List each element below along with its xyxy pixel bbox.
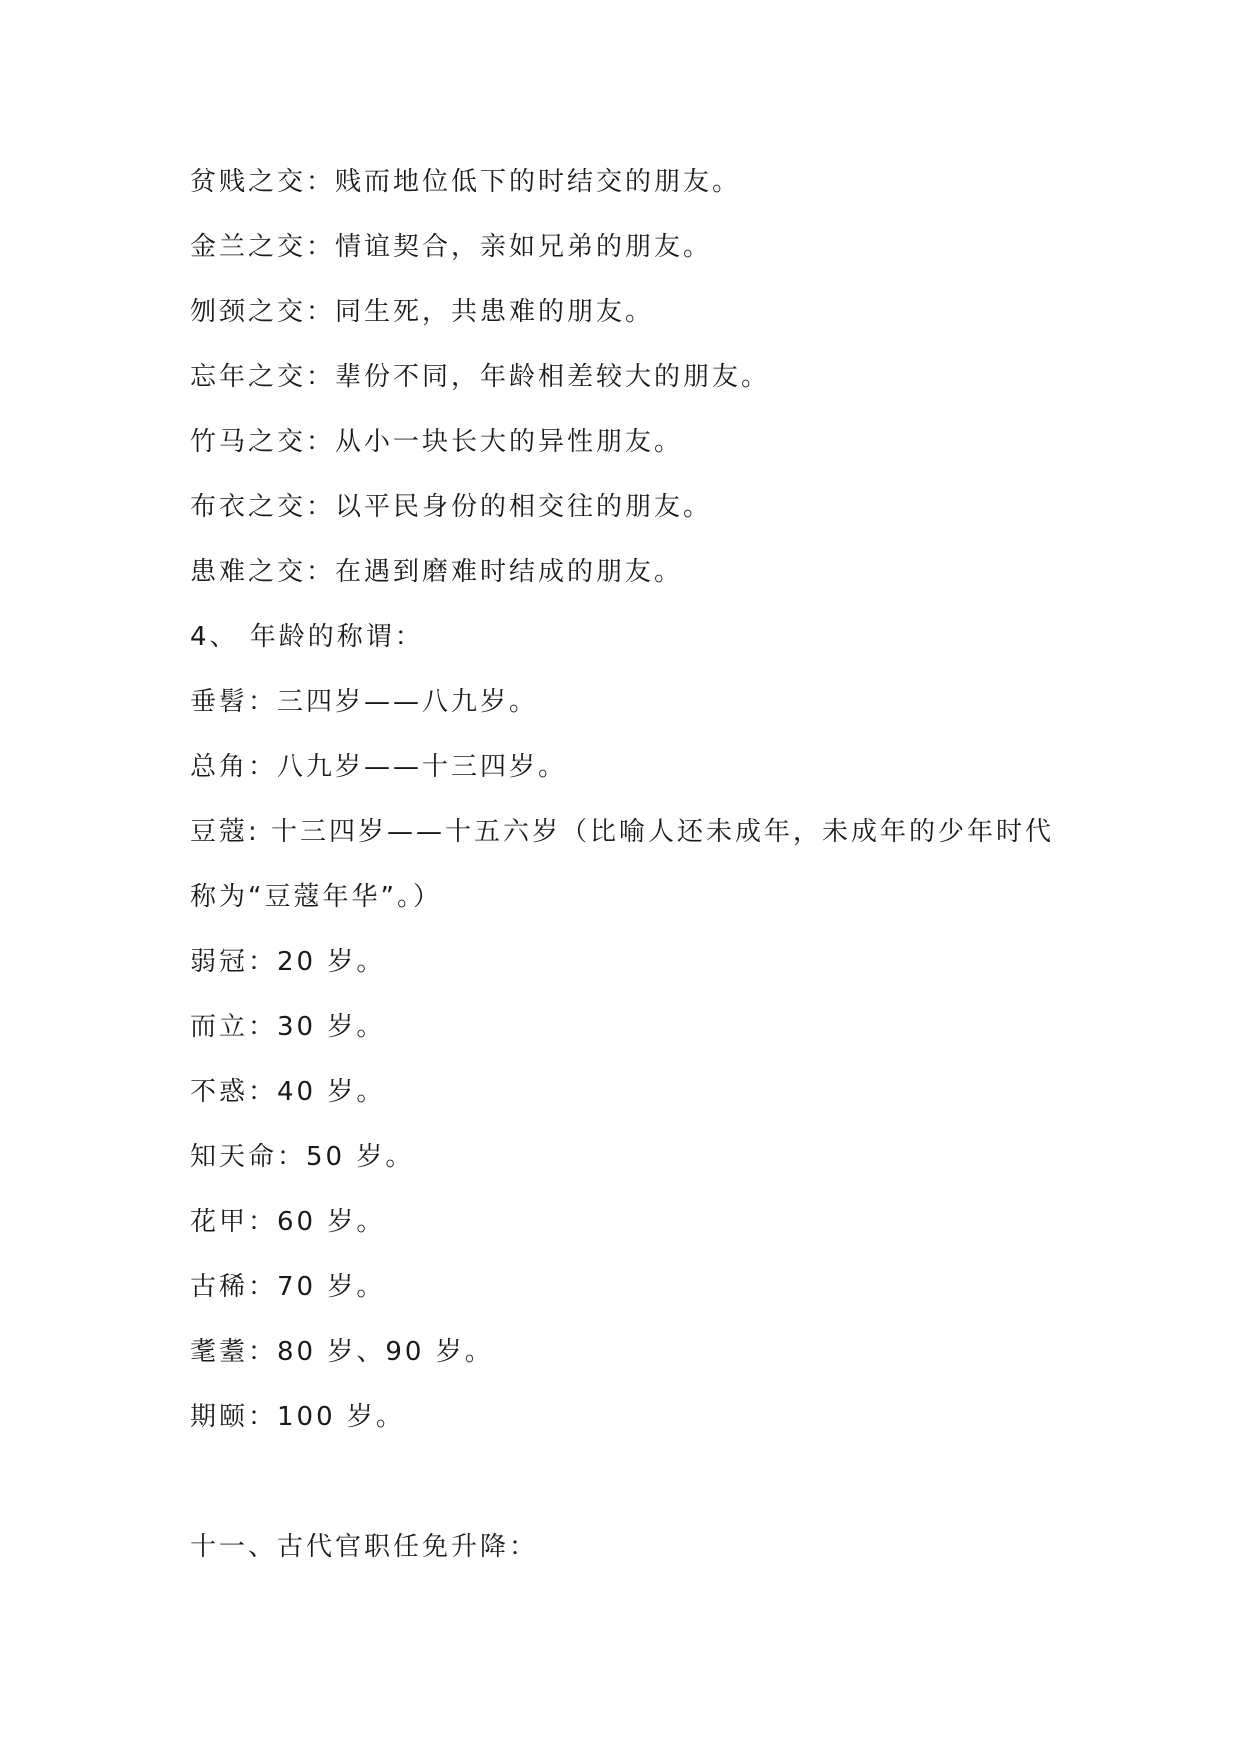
section-heading-official-posts: 十一、古代官职任免升降： — [190, 1532, 539, 1562]
text-line-buhuo: 不惑：40 岁。 — [190, 1077, 386, 1107]
text-line-erli: 而立：30 岁。 — [190, 1012, 386, 1042]
text-line-doukou-continued: 称为“豆蔻年华”。） — [190, 882, 442, 912]
text-line-wenjing: 刎颈之交：同生死，共患难的朋友。 — [190, 297, 655, 327]
text-line-huannan: 患难之交：在遇到磨难时结成的朋友。 — [190, 557, 684, 587]
text-line-zongjiao: 总角：八九岁——十三四岁。 — [190, 752, 568, 782]
text-line-maodie: 耄耋：80 岁、90 岁。 — [190, 1337, 494, 1367]
text-line-ruoguan: 弱冠：20 岁。 — [190, 947, 386, 977]
text-line-zhitianming: 知天命：50 岁。 — [190, 1142, 415, 1172]
text-line-guxi: 古稀：70 岁。 — [190, 1272, 386, 1302]
text-line-chuitiao: 垂髫：三四岁——八九岁。 — [190, 687, 539, 717]
text-line-huajia: 花甲：60 岁。 — [190, 1207, 386, 1237]
text-line-buyi: 布衣之交：以平民身份的相交往的朋友。 — [190, 492, 713, 522]
section-heading-age-terms: 4、 年龄的称谓： — [190, 622, 424, 652]
text-line-qiyi: 期颐：100 岁。 — [190, 1402, 405, 1432]
text-line-wangnian: 忘年之交：辈份不同，年龄相差较大的朋友。 — [190, 362, 771, 392]
text-line-zhuma: 竹马之交：从小一块长大的异性朋友。 — [190, 427, 684, 457]
text-line-pinjian: 贫贱之交：贱而地位低下的时结交的朋友。 — [190, 167, 742, 197]
text-line-jinlan: 金兰之交：情谊契合，亲如兄弟的朋友。 — [190, 232, 713, 262]
text-line-doukou: 豆蔻: 十三四岁——十五六岁（比喻人还未成年，未成年的少年时代 — [190, 817, 1055, 847]
